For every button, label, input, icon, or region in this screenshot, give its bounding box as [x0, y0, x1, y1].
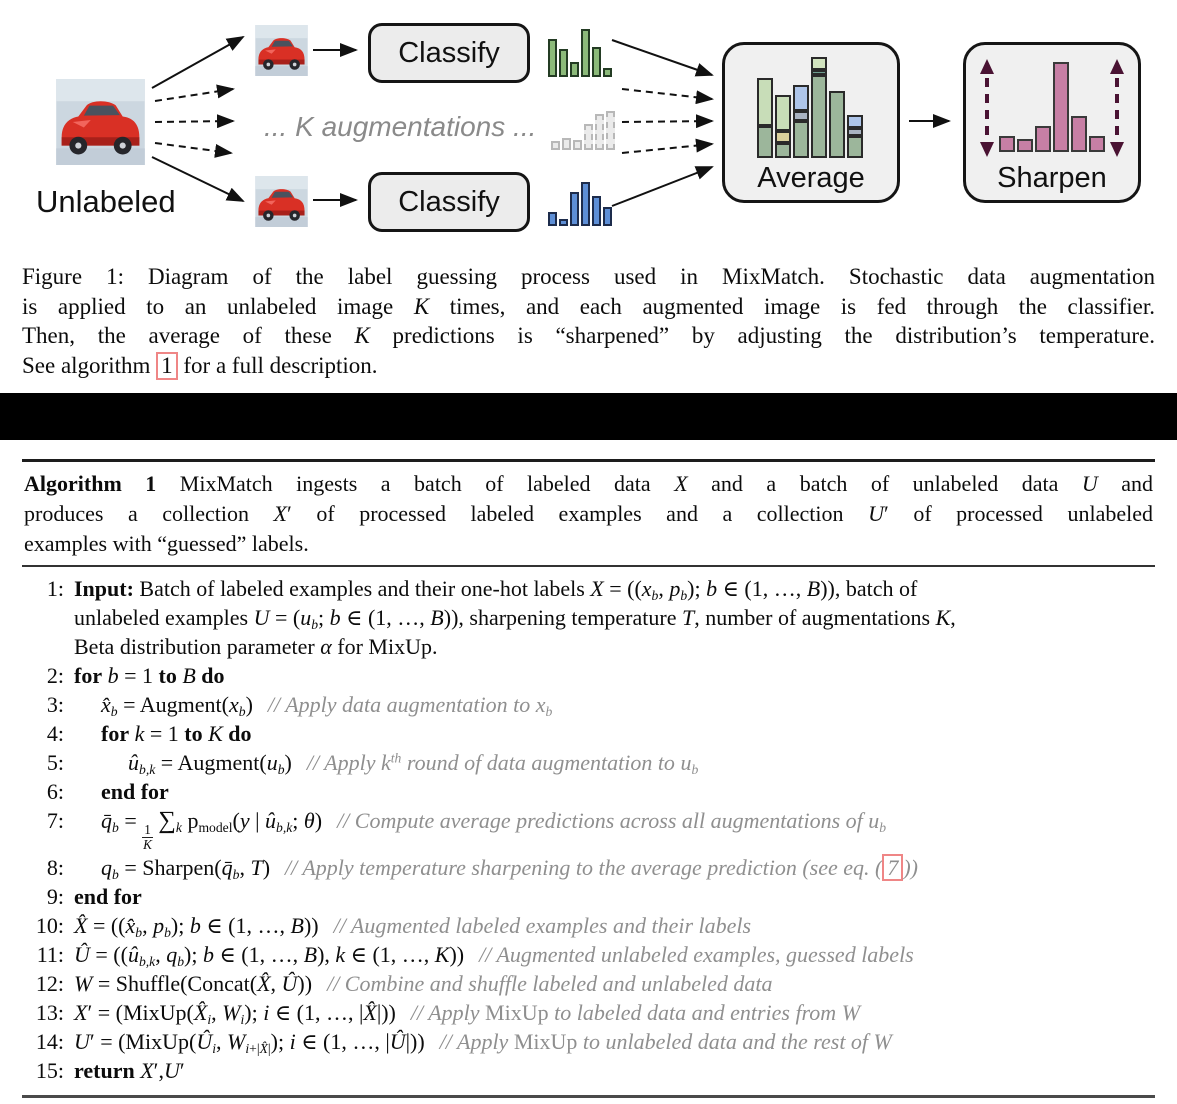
algorithm-line: [22, 882, 1155, 911]
line-number: 14:: [35, 1028, 64, 1054]
bar: [847, 115, 863, 158]
bar: [551, 141, 560, 150]
line-content: $U' = (MixUp(Û_i$, $W_{i+|X̂|}$); i ∈ (1, …, |Û|)) // Apply MixUp to unlabeled data and the rest of W: [74, 1028, 892, 1057]
classify-bottom-label: Classify: [398, 185, 500, 218]
algorithm-header-line: Algorithm 1 MixMatch ingests a batch of labeled data X and a batch of unlabeled data U and: [24, 471, 1154, 496]
line-number: 8:: [46, 854, 64, 880]
eq-7-ref-link[interactable]: 7: [882, 854, 903, 881]
bar: [1035, 126, 1051, 152]
line-content: W = Shuffle(Concat(X̂, Û)) // Combine and shuffle labeled and unlabeled data: [74, 970, 773, 996]
bar: [1017, 139, 1033, 152]
algorithm-line: [22, 603, 1155, 632]
line-number: 3:: [46, 692, 64, 717]
algorithm-line: [22, 969, 1155, 998]
algorithm-line: [22, 661, 1155, 690]
bar: [603, 68, 612, 77]
bar: [811, 57, 827, 158]
algorithm-header-line: examples with “guessed” labels.: [24, 531, 309, 556]
line-content: end for: [101, 779, 169, 804]
figure-1-diagram: [0, 0, 1177, 252]
bar: [1071, 116, 1087, 152]
bar: [573, 140, 582, 150]
line-content: $û_{b,k}$ = $Augment(u_b)$ // Apply $k^{th}$ round of data augmentation to $u_b$: [128, 750, 699, 778]
line-number: 11:: [36, 941, 64, 967]
line-number: [22, 632, 74, 661]
sharpened-histogram: [999, 60, 1105, 152]
line-content: Beta distribution parameter α for MixUp.: [74, 634, 438, 659]
line-content: $q_b$ = $Sharpen(q̄_b$, T) // Apply temperature sharpening to the average prediction (see eq. ( 7 )): [101, 854, 919, 883]
algorithm-line: [22, 719, 1155, 748]
sharpen-label: Sharpen: [997, 162, 1107, 194]
line-number: 13:: [35, 999, 64, 1025]
bar: [584, 124, 593, 150]
bar: [548, 39, 557, 77]
line-number: [22, 603, 74, 632]
bar: [829, 91, 845, 158]
caption-line: See algorithm 1 for a full description.: [22, 351, 1155, 381]
k-augmentations-label: ... K augmentations ...: [264, 111, 537, 142]
bar: [595, 114, 604, 150]
algorithm-line: [22, 1027, 1155, 1056]
predictions-histogram-faded: [551, 108, 615, 150]
bar: [999, 136, 1015, 152]
redacted-bar: [0, 393, 1177, 440]
bar: [581, 182, 590, 226]
line-number: 5:: [46, 750, 64, 775]
caption-line: Figure 1: Diagram of the label guessing process used in MixMatch. Stochastic data augmentation: [22, 264, 1155, 289]
line-content: for k = 1 to K do: [101, 721, 252, 746]
classify-top-label: Classify: [398, 36, 500, 69]
bar: [559, 219, 568, 226]
line-content: end for: [74, 883, 142, 909]
algorithm-line: [22, 777, 1155, 806]
classify-box-top: [368, 23, 530, 83]
algorithm-line: [22, 911, 1155, 940]
bar: [559, 49, 568, 77]
bar: [775, 95, 791, 158]
average-box: [722, 42, 900, 203]
bar: [562, 138, 571, 150]
classify-box-bottom: [368, 172, 530, 232]
line-number: 10:: [35, 912, 64, 938]
line-content: $x̂_b$ = $Augment(x_b)$ // Apply data augmentation to $x_b$: [101, 692, 553, 720]
bar: [757, 78, 773, 158]
line-content: X̂ = (($x̂_b$, $p_b$); b ∈ (1, …, B)) // Augmented labeled examples and their labels: [74, 912, 752, 941]
line-number: 7:: [46, 808, 64, 833]
algorithm-line: [22, 690, 1155, 719]
algorithm-line: [22, 632, 1155, 661]
sharpen-updown-arrow-left: [976, 58, 998, 158]
bar: [793, 85, 809, 158]
line-content: Û = (($û_{b,k}$, $q_b$); b ∈ (1, …, B), k ∈ (1, …, K)) // Augmented unlabeled examples, guessed labels: [74, 941, 914, 970]
line-content: return X′,U′: [74, 1057, 185, 1083]
bar: [603, 207, 612, 226]
sharpen-box: [963, 42, 1141, 203]
line-content: for b = 1 to B do: [74, 663, 225, 688]
bar: [1089, 136, 1105, 152]
line-content: unlabeled examples $U = (u_b$; b ∈ (1, …, B)), sharpening temperature T, number of augmentations K,: [74, 605, 956, 633]
algorithm-header-line: produces a collection X′ of processed labeled examples and a collection U′ of processed unlabeled: [24, 501, 1153, 526]
bar: [606, 111, 615, 150]
bar: [1053, 62, 1069, 152]
augmented-image-top: [255, 25, 308, 76]
algorithm-line: [22, 574, 1155, 603]
line-content: Input: Batch of labeled examples and their one-hot labels $X = ((x_b$, $p_b$); b ∈ (1, …, B)), batch of: [74, 576, 918, 604]
algorithm-body: [22, 567, 1155, 1095]
line-number: 2:: [46, 663, 64, 688]
algorithm-line: [22, 998, 1155, 1027]
average-histogram: [757, 57, 863, 158]
algorithm-line: [22, 748, 1155, 777]
line-content: $X' = (MixUp(X̂_i$, $W_i$); i ∈ (1, …, |X̂|)) // Apply MixUp to labeled data and entries from W: [74, 999, 861, 1028]
sharpen-updown-arrow-right: [1106, 58, 1128, 158]
bar: [592, 47, 601, 77]
bar: [548, 212, 557, 226]
line-number: 9:: [46, 883, 64, 909]
bar: [570, 62, 579, 77]
algorithm-1-ref-link[interactable]: 1: [156, 352, 178, 380]
algorithm-line: [22, 853, 1155, 882]
unlabeled-image: [56, 79, 145, 165]
figure-caption: [22, 262, 1155, 380]
algorithm-line: [22, 806, 1155, 853]
algorithm-bottom-rule: [22, 1095, 1155, 1098]
caption-line: is applied to an unlabeled image K times, and each augmented image is fed through the classifier.: [22, 293, 1155, 319]
unlabeled-label: Unlabeled: [36, 184, 176, 219]
bar: [570, 192, 579, 226]
caption-line: Then, the average of these K predictions is “sharpened” by adjusting the distribution’s temperature.: [22, 323, 1155, 348]
bar: [581, 29, 590, 77]
algorithm-1: [22, 459, 1155, 1098]
algorithm-line: [22, 1056, 1155, 1085]
augmented-image-bottom: [255, 176, 308, 227]
algorithm-line: [22, 940, 1155, 969]
bar: [592, 196, 601, 226]
predictions-histogram-green: [548, 24, 612, 77]
line-number: 4:: [46, 721, 64, 746]
line-content: $q̄_b$ = $\frac{1}{K}$ $\sum_k$ $p_{model}(y$ | $û_{b,k}$; θ) // Compute average predictions across all augmentations of $u_b$: [101, 807, 887, 853]
line-number: 1:: [46, 576, 64, 601]
line-number: 6:: [46, 779, 64, 804]
average-label: Average: [757, 162, 865, 194]
algorithm-header: [22, 462, 1155, 565]
line-number: 12:: [35, 970, 64, 996]
predictions-histogram-blue: [548, 180, 612, 226]
line-number: 15:: [35, 1057, 64, 1083]
